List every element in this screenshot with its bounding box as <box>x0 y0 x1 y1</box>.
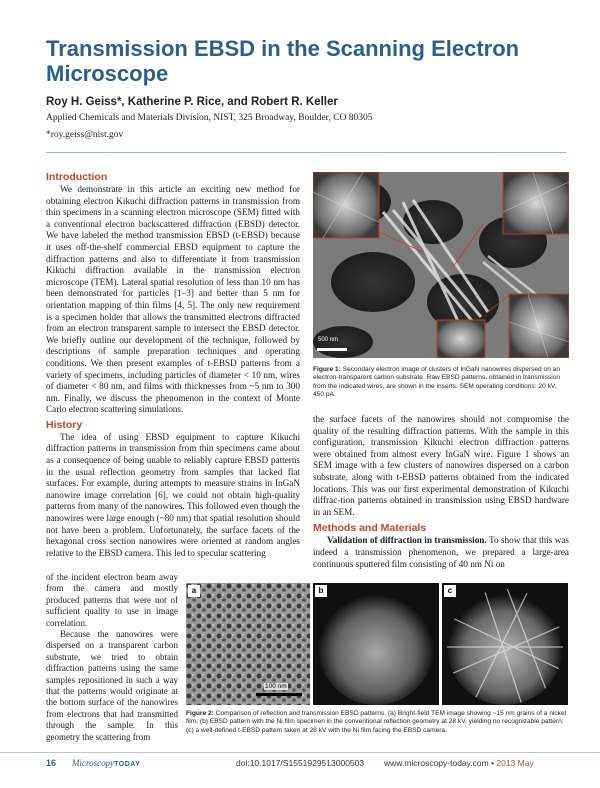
history-heading: History <box>46 418 83 431</box>
sem-nanowire-micrograph <box>313 172 569 358</box>
article-title: Transmission EBSD in the Scanning Electron Microscope <box>46 36 520 86</box>
figure-1-scale-bar: 500 nm <box>318 337 339 343</box>
figure-2-panel-c <box>442 583 568 705</box>
methods-heading: Methods and Materials <box>313 522 427 535</box>
figure-1-caption <box>313 366 569 400</box>
intro-section <box>46 170 300 559</box>
methods-lead: Validation of diffraction in transmission. <box>327 535 487 546</box>
figure-1-caption-text: Secondary electron image of clusters of InGaN nanowires dispersed on an electron-transparent carbon substrate. Raw EBSD patterns, obtained in transmission from the indicated wires, are shown in the inserts. SEM operating conditions: 20 kV, 450 pA. <box>313 366 561 399</box>
journal-name-a: Microscopy <box>72 758 115 768</box>
history-paragraph-3: Because the nanowires were dispersed on a transparent carbon substrate, we tried to obtain diffraction patterns using the same samples repositioned in such a way that the patterns would originate at the bottom surface of the nanowires from electrons that had transmitted through the sample. In this geometry the scattering from <box>46 629 178 742</box>
corresponding-email[interactable]: *roy.geiss@nist.gov <box>46 130 124 140</box>
panel-label-a: a <box>188 585 200 597</box>
figure-2-panel-b <box>313 583 439 705</box>
author-list: Roy H. Geiss*, Katherine P. Rice, and Robert R. Keller <box>46 96 338 108</box>
figure-2-label: Figure 2: <box>186 710 214 717</box>
methods-paragraph <box>313 535 569 570</box>
affiliation: Applied Chemicals and Materials Division, NIST, 325 Broadway, Boulder, CO 80305 <box>46 113 373 123</box>
tem-grain-image <box>186 583 310 705</box>
figure-2-panel-a <box>186 583 310 705</box>
journal-name <box>72 758 140 768</box>
footer-bullet: • <box>488 758 497 768</box>
journal-name-b: TODAY <box>114 761 141 768</box>
col2-paragraph: the surface facets of the nanowires should not compromise the quality of the resulting diffraction patterns. With the sample in this configuration, transmission Kikuchi electron diffraction patterns were obtained from almost every InGaN wire. Figure 1 shows an SEM image with a few clusters of nanowires dispersed on a carbon substrate, along with t-EBSD patterns obtained from the indicated locations. This was our first experimental demonstration of Kikuchi diffrac-tion patterns obtained in transmission using EBSD hardware in an SEM. <box>313 414 569 517</box>
intro-paragraph: We demonstrate in this article an exciting new method for obtaining electron Kikuchi diffraction patterns in transmission from thin specimens in a scanning electron microscope (SEM) fitted with a conventional electron backscattered diffraction (EBSD) detector. We have labeled the method transmission EBSD (t-EBSD) because it uses off-the-shelf commercial EBSD equipment to capture the diffraction patterns and also to differentiate it from transmission Kikuchi diffraction available in the transmission electron microscope (TEM). Lateral spatial resolution of less than 10 nm has been demonstrated for particles [1–3] and better than 5 nm for orientation mapping of thin films [4, 5]. The only new requirement is a specimen holder that allows the transmitted electrons diffracted from an electron transparent sample to intersect the EBSD detector. We briefly outline our development of the technique, followed by descriptions of sample preparation techniques and operating conditions. We then present examples of t-EBSD patterns from a variety of specimens, including particles of diameter < 10 nm, wires of diameter < 80 nm, and films with thicknesses from ~5 nm to 300 nm. Finally, we discuss the phenomenon in the context of Monte Carlo electron scattering simulations. <box>46 184 300 415</box>
figure-2-caption-text: Comparison of reflection and transmission EBSD patterns. (a) Bright-field TEM image showing ~15 nm grains of a nickel film; (b) EBSD pattern with the Ni film specimen in the conventional reflection geometry at 28 kV, yielding no recognizable pattern; (c) a well-defined t-EBSD pattern taken at 28 kV with the Ni film facing the EBSD camera. <box>186 710 567 734</box>
issue-date: 2013 May <box>496 758 534 768</box>
doi-link[interactable]: doi:10.1017/S1551929513000503 <box>236 758 365 768</box>
history-paragraph-1: The idea of using EBSD equipment to capture Kikuchi diffraction patterns in transmission from thin specimens came about as a consequence of being unable to reliably capture EBSD patterns in the usual reflection geometry from samples that lacked flat surfaces. For example, during attempts to measure strains in InGaN nanowire image correlation [6], we could not obtain high-quality patterns from many of the nanowires. This followed even though the nanowires were large enough (~80 nm) that spatial resolution should not have been a problem. Unfortunately, the surface facets of the hexagonal cross section nanowires were oriented at random angles relative to the EBSD camera. This led to specular scattering <box>46 431 300 558</box>
transmission-ebsd-pattern <box>442 583 568 705</box>
history-continued <box>46 572 178 743</box>
methods-text: To show that this was indeed a transmission phenomenon, we prepared a large-area continuous sputtered film consisting of 40 nm Ni on <box>313 535 569 569</box>
figure-1-label: Figure 1: <box>313 366 341 373</box>
website <box>384 758 534 768</box>
intro-heading: Introduction <box>46 171 108 183</box>
page-number: 16 <box>46 758 57 768</box>
figure-2-scale-bar: 100 nm <box>265 683 287 690</box>
history-paragraph-2: of the incident electron beam away from the camera and mostly produced patterns that were not of sufficient quality to use in image correlation. <box>46 572 178 628</box>
right-column-text <box>313 414 569 570</box>
reflection-ebsd-pattern <box>313 583 439 705</box>
panel-label-b: b <box>315 585 327 597</box>
figure-1-image <box>313 172 569 358</box>
figure-2-caption <box>186 710 568 735</box>
website-link[interactable]: www.microscopy-today.com <box>384 758 489 768</box>
header-divider <box>46 152 566 153</box>
panel-label-c: c <box>444 585 456 597</box>
footer-divider <box>0 752 600 753</box>
